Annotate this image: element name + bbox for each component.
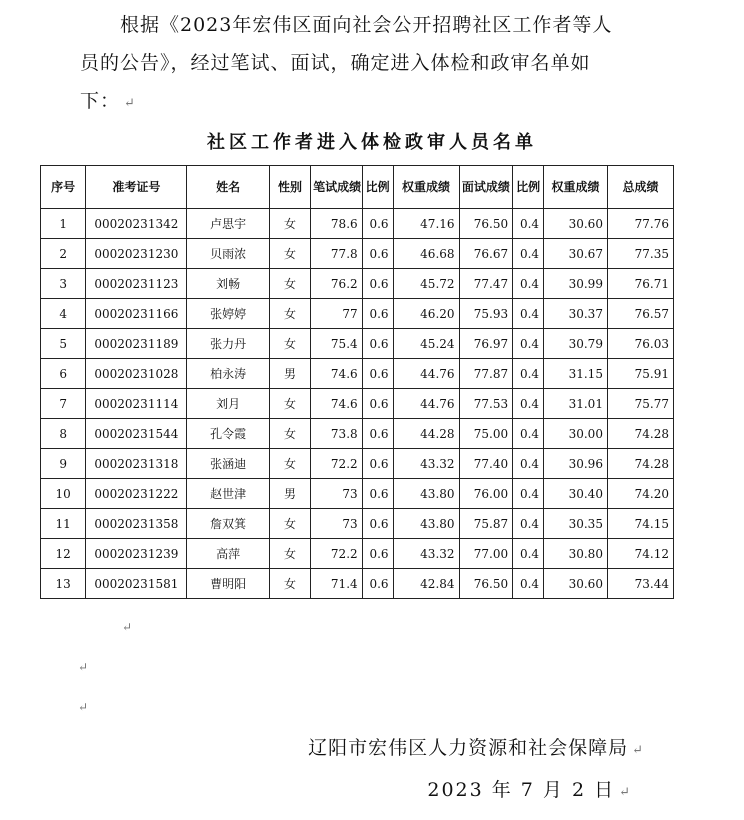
table-row bbox=[41, 269, 674, 299]
table-cell: 0.6 bbox=[362, 419, 393, 449]
table-cell: 75.87 bbox=[459, 509, 513, 539]
header-cell: 比例 bbox=[362, 166, 393, 209]
table-cell: 0.6 bbox=[362, 479, 393, 509]
table-cell: 77.00 bbox=[459, 539, 513, 569]
table-cell: 0.4 bbox=[513, 209, 544, 239]
table-cell: 42.84 bbox=[393, 569, 459, 599]
table-cell: 74.12 bbox=[607, 539, 673, 569]
table-row bbox=[41, 569, 674, 599]
header-cell: 比例 bbox=[513, 166, 544, 209]
table-cell: 0.4 bbox=[513, 509, 544, 539]
table-cell: 0.4 bbox=[513, 299, 544, 329]
table-header-row bbox=[41, 166, 674, 209]
table-cell: 76.03 bbox=[607, 329, 673, 359]
table-cell: 男 bbox=[269, 359, 310, 389]
table-cell: 43.80 bbox=[393, 509, 459, 539]
table-cell: 30.60 bbox=[544, 569, 608, 599]
table-cell: 74.20 bbox=[607, 479, 673, 509]
paragraph-mark-icon: ↵ bbox=[632, 743, 644, 758]
table-cell: 7 bbox=[41, 389, 86, 419]
table-cell: 31.15 bbox=[544, 359, 608, 389]
table-cell: 女 bbox=[269, 299, 310, 329]
table-cell: 0.6 bbox=[362, 299, 393, 329]
table-cell: 77.40 bbox=[459, 449, 513, 479]
table-cell: 74.28 bbox=[607, 419, 673, 449]
table-cell: 5 bbox=[41, 329, 86, 359]
table-cell: 00020231318 bbox=[86, 449, 187, 479]
table-cell: 75.00 bbox=[459, 419, 513, 449]
table-cell: 30.37 bbox=[544, 299, 608, 329]
table-cell: 30.40 bbox=[544, 479, 608, 509]
table-cell: 1 bbox=[41, 209, 86, 239]
table-cell: 6 bbox=[41, 359, 86, 389]
table-cell: 30.99 bbox=[544, 269, 608, 299]
table-cell: 00020231123 bbox=[86, 269, 187, 299]
table-cell: 男 bbox=[269, 479, 310, 509]
table-cell: 0.6 bbox=[362, 569, 393, 599]
table-cell: 12 bbox=[41, 539, 86, 569]
table-cell: 77.47 bbox=[459, 269, 513, 299]
table-cell: 00020231342 bbox=[86, 209, 187, 239]
table-cell: 9 bbox=[41, 449, 86, 479]
table-cell: 76.71 bbox=[607, 269, 673, 299]
table-cell: 00020231230 bbox=[86, 239, 187, 269]
table-cell: 8 bbox=[41, 419, 86, 449]
table-cell: 0.6 bbox=[362, 359, 393, 389]
table-cell: 女 bbox=[269, 239, 310, 269]
table-cell: 10 bbox=[41, 479, 86, 509]
table-cell: 72.2 bbox=[311, 449, 363, 479]
table-cell: 0.4 bbox=[513, 569, 544, 599]
table-cell: 0.4 bbox=[513, 389, 544, 419]
table-cell: 00020231544 bbox=[86, 419, 187, 449]
table-cell: 76.97 bbox=[459, 329, 513, 359]
table-cell: 0.6 bbox=[362, 209, 393, 239]
table-row bbox=[41, 299, 674, 329]
intro-paragraph bbox=[80, 6, 680, 123]
table-cell: 0.4 bbox=[513, 269, 544, 299]
table-cell: 46.68 bbox=[393, 239, 459, 269]
table-cell: 76.67 bbox=[459, 239, 513, 269]
table-cell: 孔令霞 bbox=[187, 419, 269, 449]
table-cell: 刘畅 bbox=[187, 269, 269, 299]
table-cell: 0.6 bbox=[362, 239, 393, 269]
table-cell: 72.2 bbox=[311, 539, 363, 569]
table-row bbox=[41, 389, 674, 419]
table-cell: 3 bbox=[41, 269, 86, 299]
table-cell: 30.67 bbox=[544, 239, 608, 269]
table-cell: 00020231114 bbox=[86, 389, 187, 419]
table-row bbox=[41, 359, 674, 389]
table-cell: 00020231581 bbox=[86, 569, 187, 599]
table-cell: 0.6 bbox=[362, 269, 393, 299]
table-cell: 0.6 bbox=[362, 389, 393, 419]
table-cell: 0.6 bbox=[362, 329, 393, 359]
table-cell: 47.16 bbox=[393, 209, 459, 239]
table-cell: 00020231028 bbox=[86, 359, 187, 389]
table-cell: 75.91 bbox=[607, 359, 673, 389]
table-cell: 44.28 bbox=[393, 419, 459, 449]
header-cell: 权重成绩 bbox=[544, 166, 608, 209]
intro-line-1: 根据《2023年宏伟区面向社会公开招聘社区工作者等人 bbox=[120, 14, 613, 36]
table-cell: 74.15 bbox=[607, 509, 673, 539]
table-cell: 76.00 bbox=[459, 479, 513, 509]
table-cell: 曹明阳 bbox=[187, 569, 269, 599]
table-row bbox=[41, 419, 674, 449]
table-cell: 74.6 bbox=[311, 359, 363, 389]
table-cell: 4 bbox=[41, 299, 86, 329]
table-cell: 女 bbox=[269, 209, 310, 239]
header-cell: 性别 bbox=[269, 166, 310, 209]
table-cell: 76.50 bbox=[459, 209, 513, 239]
table-cell: 00020231222 bbox=[86, 479, 187, 509]
table-row bbox=[41, 239, 674, 269]
table-cell: 43.32 bbox=[393, 449, 459, 479]
table-cell: 78.6 bbox=[311, 209, 363, 239]
table-cell: 0.4 bbox=[513, 419, 544, 449]
table-cell: 00020231189 bbox=[86, 329, 187, 359]
table-cell: 44.76 bbox=[393, 389, 459, 419]
table-body bbox=[41, 209, 674, 599]
table-cell: 44.76 bbox=[393, 359, 459, 389]
table-cell: 73.8 bbox=[311, 419, 363, 449]
paragraph-mark-icon: ↵ bbox=[619, 785, 632, 800]
table-cell: 女 bbox=[269, 329, 310, 359]
table-cell: 75.93 bbox=[459, 299, 513, 329]
table-cell: 0.4 bbox=[513, 359, 544, 389]
table-cell: 45.24 bbox=[393, 329, 459, 359]
table-row bbox=[41, 479, 674, 509]
table-cell: 女 bbox=[269, 539, 310, 569]
table-cell: 女 bbox=[269, 509, 310, 539]
table-row bbox=[41, 509, 674, 539]
table-cell: 75.4 bbox=[311, 329, 363, 359]
table-cell: 43.32 bbox=[393, 539, 459, 569]
header-cell: 笔试成绩 bbox=[311, 166, 363, 209]
table-cell: 00020231166 bbox=[86, 299, 187, 329]
table-cell: 76.2 bbox=[311, 269, 363, 299]
table-cell: 女 bbox=[269, 419, 310, 449]
header-cell: 总成绩 bbox=[607, 166, 673, 209]
table-cell: 刘月 bbox=[187, 389, 269, 419]
table-row bbox=[41, 449, 674, 479]
table-cell: 43.80 bbox=[393, 479, 459, 509]
table-cell: 贝雨浓 bbox=[187, 239, 269, 269]
table-cell: 30.79 bbox=[544, 329, 608, 359]
table-cell: 73 bbox=[311, 509, 363, 539]
table-cell: 30.60 bbox=[544, 209, 608, 239]
table-cell: 柏永涛 bbox=[187, 359, 269, 389]
issue-date: 2023 年 7 月 2 日 ↵ bbox=[427, 779, 632, 801]
table-cell: 30.96 bbox=[544, 449, 608, 479]
table-row bbox=[41, 329, 674, 359]
table-cell: 詹双箕 bbox=[187, 509, 269, 539]
table-cell: 77.76 bbox=[607, 209, 673, 239]
table-cell: 13 bbox=[41, 569, 86, 599]
table-cell: 高萍 bbox=[187, 539, 269, 569]
table-cell: 77.8 bbox=[311, 239, 363, 269]
header-cell: 序号 bbox=[41, 166, 86, 209]
table-cell: 00020231358 bbox=[86, 509, 187, 539]
table-cell: 00020231239 bbox=[86, 539, 187, 569]
table-cell: 74.6 bbox=[311, 389, 363, 419]
table-cell: 女 bbox=[269, 389, 310, 419]
header-cell: 面试成绩 bbox=[459, 166, 513, 209]
table-cell: 2 bbox=[41, 239, 86, 269]
candidate-table bbox=[40, 165, 674, 599]
table-cell: 77.53 bbox=[459, 389, 513, 419]
intro-line-3: 下： bbox=[80, 90, 121, 112]
table-cell: 30.80 bbox=[544, 539, 608, 569]
table-cell: 30.00 bbox=[544, 419, 608, 449]
table-cell: 73 bbox=[311, 479, 363, 509]
table-cell: 张力丹 bbox=[187, 329, 269, 359]
table-cell: 张婷婷 bbox=[187, 299, 269, 329]
table-cell: 女 bbox=[269, 269, 310, 299]
table-cell: 0.4 bbox=[513, 539, 544, 569]
issuer-signature: 辽阳市宏伟区人力资源和社会保障局 ↵ bbox=[308, 737, 644, 759]
table-cell: 女 bbox=[269, 569, 310, 599]
table-cell: 0.4 bbox=[513, 479, 544, 509]
table-cell: 0.4 bbox=[513, 239, 544, 269]
table-cell: 0.4 bbox=[513, 449, 544, 479]
table-cell: 77.87 bbox=[459, 359, 513, 389]
table-cell: 0.6 bbox=[362, 509, 393, 539]
paragraph-mark-icon: ↵ bbox=[124, 96, 136, 111]
table-cell: 46.20 bbox=[393, 299, 459, 329]
table-cell: 31.01 bbox=[544, 389, 608, 419]
table-title: 社区工作者进入体检政审人员名单 bbox=[207, 132, 537, 153]
table-cell: 30.35 bbox=[544, 509, 608, 539]
header-cell: 权重成绩 bbox=[393, 166, 459, 209]
table-cell: 77.35 bbox=[607, 239, 673, 269]
table-cell: 11 bbox=[41, 509, 86, 539]
table-cell: 76.50 bbox=[459, 569, 513, 599]
table-cell: 76.57 bbox=[607, 299, 673, 329]
header-cell: 姓名 bbox=[187, 166, 269, 209]
table-cell: 0.4 bbox=[513, 329, 544, 359]
table-cell: 73.44 bbox=[607, 569, 673, 599]
table-row bbox=[41, 209, 674, 239]
table-cell: 77 bbox=[311, 299, 363, 329]
table-row bbox=[41, 539, 674, 569]
table-cell: 74.28 bbox=[607, 449, 673, 479]
table-cell: 0.6 bbox=[362, 449, 393, 479]
table-cell: 赵世津 bbox=[187, 479, 269, 509]
table-cell: 0.6 bbox=[362, 539, 393, 569]
table-cell: 女 bbox=[269, 449, 310, 479]
table-cell: 卢思宇 bbox=[187, 209, 269, 239]
table-cell: 75.77 bbox=[607, 389, 673, 419]
header-cell: 准考证号 bbox=[86, 166, 187, 209]
table-cell: 45.72 bbox=[393, 269, 459, 299]
table-cell: 张涵迪 bbox=[187, 449, 269, 479]
intro-line-2: 员的公告》，经过笔试、面试，确定进入体检和政审名单如 bbox=[80, 52, 591, 74]
table-cell: 71.4 bbox=[311, 569, 363, 599]
